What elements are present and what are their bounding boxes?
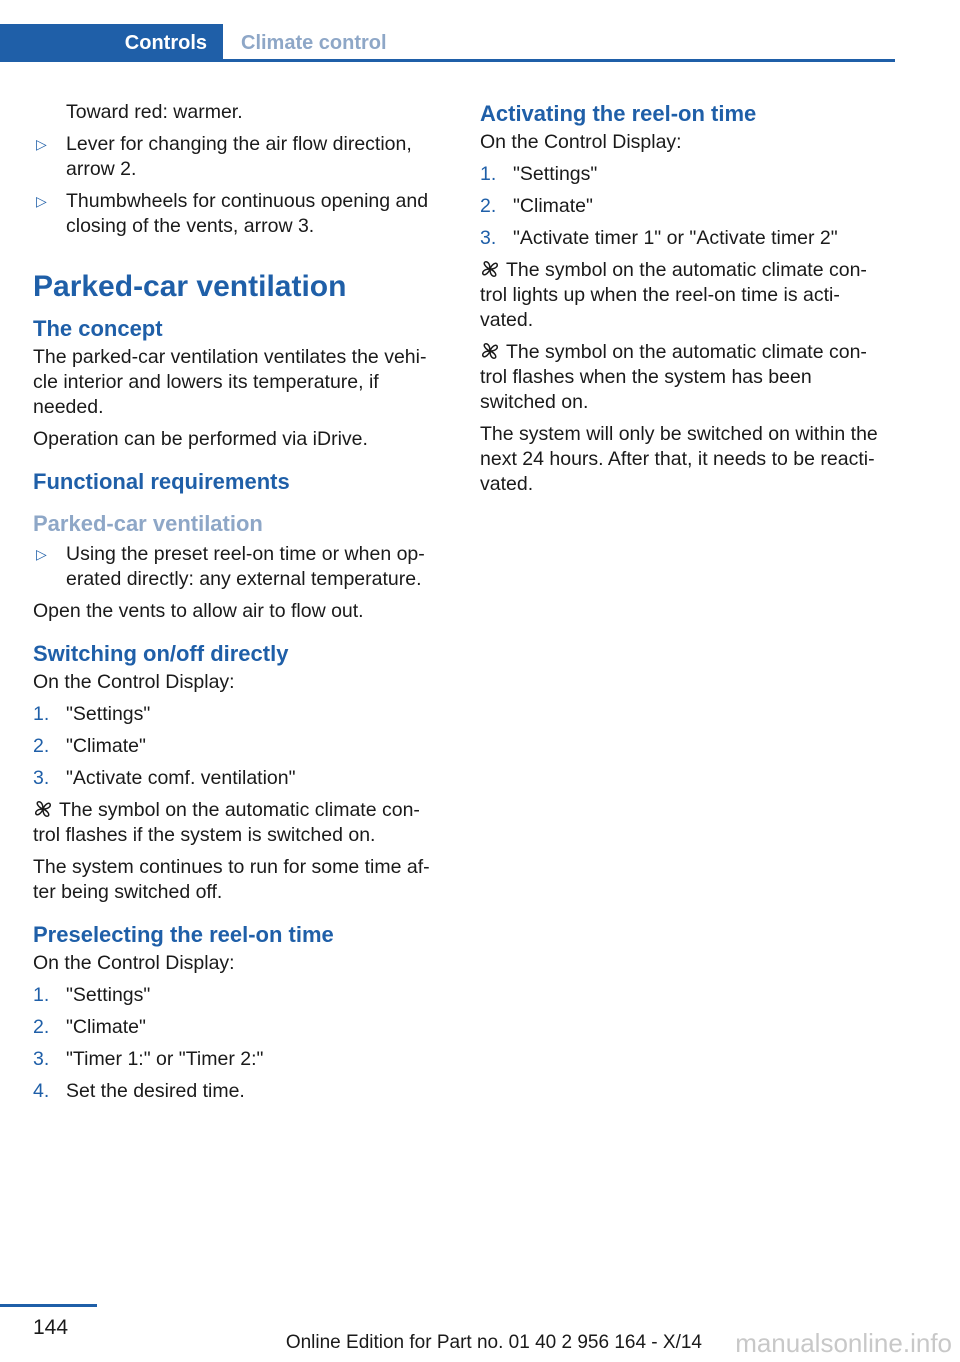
step-text: "Settings" bbox=[513, 163, 598, 185]
tab-climate-control[interactable]: Climate control bbox=[241, 32, 387, 54]
note-3: The system will only be switched on within the next 24 hours. After that, it needs to be reacti-vated. bbox=[480, 423, 878, 495]
triangle-bullet-icon: ▷ bbox=[36, 136, 47, 152]
note-text: The symbol on the automatic climate con-trol flashes if the system is switched on. bbox=[33, 799, 420, 846]
functional-requirements-heading: Functional requirements bbox=[33, 469, 290, 494]
step-text: "Climate" bbox=[513, 195, 593, 217]
step-text: "Climate" bbox=[66, 735, 146, 757]
concept-text: The parked-car ventilation ventilates the vehi-cle interior and lowers its temperature, if needed. bbox=[33, 346, 427, 418]
step-number: 1. bbox=[33, 984, 50, 1006]
intro-text: Toward red: warmer. bbox=[66, 101, 243, 123]
note-text: The symbol on the automatic climate con-trol lights up when the reel-on time is acti-vated. bbox=[480, 259, 867, 331]
list-item bbox=[33, 1079, 443, 1104]
footer-divider bbox=[0, 1304, 97, 1307]
step-text: "Settings" bbox=[66, 984, 151, 1006]
edition-text: Online Edition for Part no. 01 40 2 956 164 - X/14 bbox=[285, 1332, 702, 1353]
activating-heading: Activating the reel-on time bbox=[480, 101, 757, 126]
triangle-bullet-icon: ▷ bbox=[36, 193, 47, 209]
list-item bbox=[33, 132, 443, 182]
concept-heading: The concept bbox=[33, 316, 163, 341]
step-number: 3. bbox=[480, 227, 497, 249]
list-item bbox=[33, 702, 443, 727]
right-column bbox=[480, 100, 892, 504]
fan-icon bbox=[33, 799, 53, 819]
step-text: Set the desired time. bbox=[66, 1080, 245, 1102]
step-number: 2. bbox=[480, 195, 497, 217]
list-item bbox=[33, 189, 443, 239]
switch-note bbox=[33, 798, 443, 848]
step-text: "Activate comf. ventilation" bbox=[66, 767, 296, 789]
func-text: Open the vents to allow air to flow out. bbox=[33, 600, 364, 622]
bullet-text: Thumbwheels for continuous opening and closing of the vents, arrow 3. bbox=[66, 190, 429, 237]
list-item bbox=[33, 983, 443, 1008]
list-item bbox=[480, 162, 892, 187]
step-number: 4. bbox=[33, 1080, 50, 1102]
switching-heading: Switching on/off directly bbox=[33, 641, 289, 666]
step-number: 1. bbox=[480, 163, 497, 185]
step-number: 3. bbox=[33, 767, 50, 789]
note-1 bbox=[480, 258, 892, 333]
switch-intro: On the Control Display: bbox=[33, 671, 235, 693]
preselecting-heading: Preselecting the reel-on time bbox=[33, 922, 334, 947]
functional-subheading: Parked-car ventilation bbox=[33, 511, 263, 536]
fan-icon bbox=[480, 259, 500, 279]
list-item bbox=[480, 226, 892, 251]
switch-note-2: The system continues to run for some time af-ter being switched off. bbox=[33, 856, 430, 903]
act-intro: On the Control Display: bbox=[480, 131, 682, 153]
step-text: "Settings" bbox=[66, 703, 151, 725]
list-item bbox=[480, 194, 892, 219]
left-column bbox=[33, 100, 443, 1111]
step-number: 3. bbox=[33, 1048, 50, 1070]
section-title: Parked-car ventilation bbox=[33, 270, 347, 303]
bullet-text: Lever for changing the air flow direction, arrow 2. bbox=[66, 133, 412, 180]
fan-icon bbox=[480, 341, 500, 361]
header-bar bbox=[0, 24, 895, 62]
step-text: "Climate" bbox=[66, 1016, 146, 1038]
note-2 bbox=[480, 340, 892, 415]
tab-controls[interactable]: Controls bbox=[0, 24, 223, 62]
concept-text-2: Operation can be performed via iDrive. bbox=[33, 428, 368, 450]
step-text: "Activate timer 1" or "Activate timer 2" bbox=[513, 227, 838, 249]
step-number: 2. bbox=[33, 1016, 50, 1038]
bullet-text: Using the preset reel-on time or when op-erated directly: any external temperature. bbox=[66, 543, 425, 590]
watermark: manualsonline.info bbox=[735, 1328, 952, 1358]
list-item bbox=[33, 1047, 443, 1072]
page-number: 144 bbox=[33, 1316, 69, 1339]
presel-intro: On the Control Display: bbox=[33, 952, 235, 974]
triangle-bullet-icon: ▷ bbox=[36, 546, 47, 562]
list-item bbox=[33, 766, 443, 791]
list-item bbox=[33, 734, 443, 759]
header-divider bbox=[0, 59, 895, 62]
step-number: 1. bbox=[33, 703, 50, 725]
list-item bbox=[33, 542, 443, 592]
list-item bbox=[33, 1015, 443, 1040]
note-text: The symbol on the automatic climate con-trol flashes when the system has been switched on. bbox=[480, 341, 867, 413]
step-number: 2. bbox=[33, 735, 50, 757]
step-text: "Timer 1:" or "Timer 2:" bbox=[66, 1048, 264, 1070]
